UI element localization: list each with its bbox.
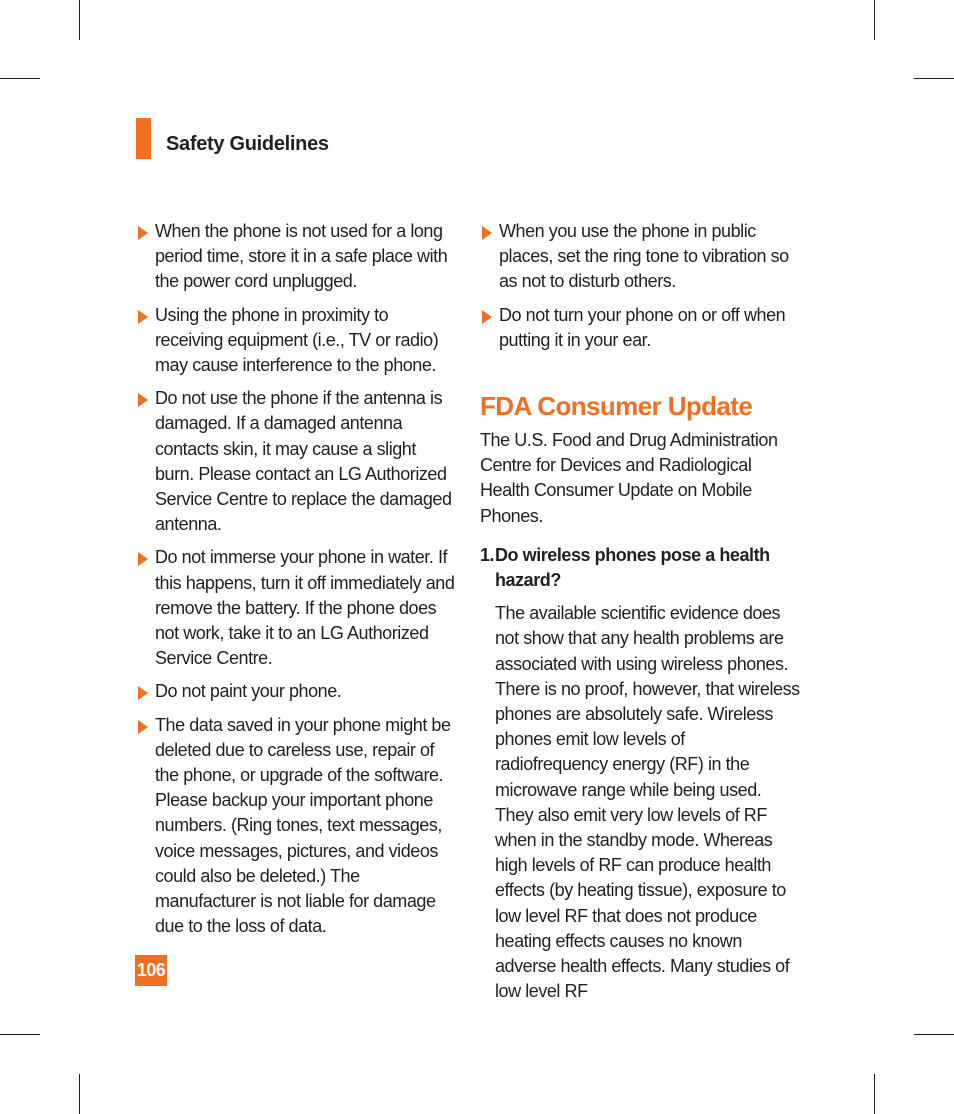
crop-mark-top-right-vertical <box>874 0 875 40</box>
bullet-item <box>136 386 456 537</box>
bullet-item <box>136 679 456 704</box>
crop-mark-top-right-horizontal <box>914 78 954 79</box>
answer-text: The available scientific evidence does not show that any health problems are associated with using wireless phones. There is no proof, however, that wireless phones are absolutely safe. Wireless phones emit low levels of radiofrequency energy (RF) in the microwave range while being used. They also emit very low levels of RF when in the standby mode. Whereas high levels of RF can produce health effects (by heating tissue), exposure to low level RF that does not produce heating effects causes no known adverse health effects. Many studies of low level RF <box>495 603 800 1002</box>
bullet-text: The data saved in your phone might be deleted due to careless use, repair of the phone, or upgrade of the software. Please backup your important phone numbers. (Ring tones, text messages, voice messages, pictures, and videos could also be deleted.) The manufacturer is not liable for damage due to the loss of data. <box>155 714 451 937</box>
bullet-arrow-icon <box>138 686 148 700</box>
question-number: 1. <box>480 544 495 565</box>
crop-mark-top-left-horizontal <box>0 78 40 79</box>
bullet-text: Do not use the phone if the antenna is damaged. If a damaged antenna contacts skin, it may cause a slight burn. Please contact an LG Authorized Service Centre to replace the damaged antenna. <box>155 388 452 535</box>
section-title: Safety Guidelines <box>166 133 329 155</box>
bullet-item <box>136 713 456 940</box>
crop-mark-bottom-left-horizontal <box>0 1034 40 1035</box>
fda-intro: The U.S. Food and Drug Administration Centre for Devices and Radiological Health Consumer Update on Mobile Phones. <box>480 430 778 526</box>
crop-mark-bottom-left-vertical <box>79 1074 80 1114</box>
fda-heading: FDA Consumer Update <box>480 391 753 422</box>
crop-mark-top-left-vertical <box>79 0 80 40</box>
bullet-text: When the phone is not used for a long period time, store it in a safe place with the power cord unplugged. <box>155 221 448 292</box>
bullet-item <box>136 545 456 671</box>
crop-mark-bottom-right-vertical <box>874 1074 875 1114</box>
bullet-text: Do not immerse your phone in water. If this happens, turn it off immediately and remove the battery. If the phone does not work, take it to an LG Authorized Service Centre. <box>155 547 455 669</box>
left-column <box>136 219 456 947</box>
bullet-arrow-icon <box>482 310 492 324</box>
bullet-text: Do not paint your phone. <box>155 681 342 702</box>
bullet-text: Do not turn your phone on or off when putting it in your ear. <box>499 304 786 350</box>
bullet-arrow-icon <box>138 393 148 407</box>
bullet-item <box>136 219 456 295</box>
bullet-item <box>136 303 456 379</box>
question-text: Do wireless phones pose a health hazard? <box>495 544 770 591</box>
bullet-item <box>480 303 802 353</box>
question-heading <box>480 543 802 593</box>
bullet-arrow-icon <box>482 226 492 240</box>
bullet-text: Using the phone in proximity to receiving equipment (i.e., TV or radio) may cause interference to the phone. <box>155 304 439 376</box>
bullet-text: When you use the phone in public places, set the ring tone to vibration so as not to disturb others. <box>499 221 789 292</box>
section-accent-bar <box>136 118 151 159</box>
bullet-arrow-icon <box>138 720 148 734</box>
crop-mark-bottom-right-horizontal <box>914 1034 954 1035</box>
bullet-arrow-icon <box>138 552 148 566</box>
bullet-arrow-icon <box>138 226 148 240</box>
bullet-item <box>480 219 802 295</box>
right-column <box>480 219 802 1004</box>
page-number: 106 <box>135 955 167 986</box>
bullet-arrow-icon <box>138 310 148 324</box>
